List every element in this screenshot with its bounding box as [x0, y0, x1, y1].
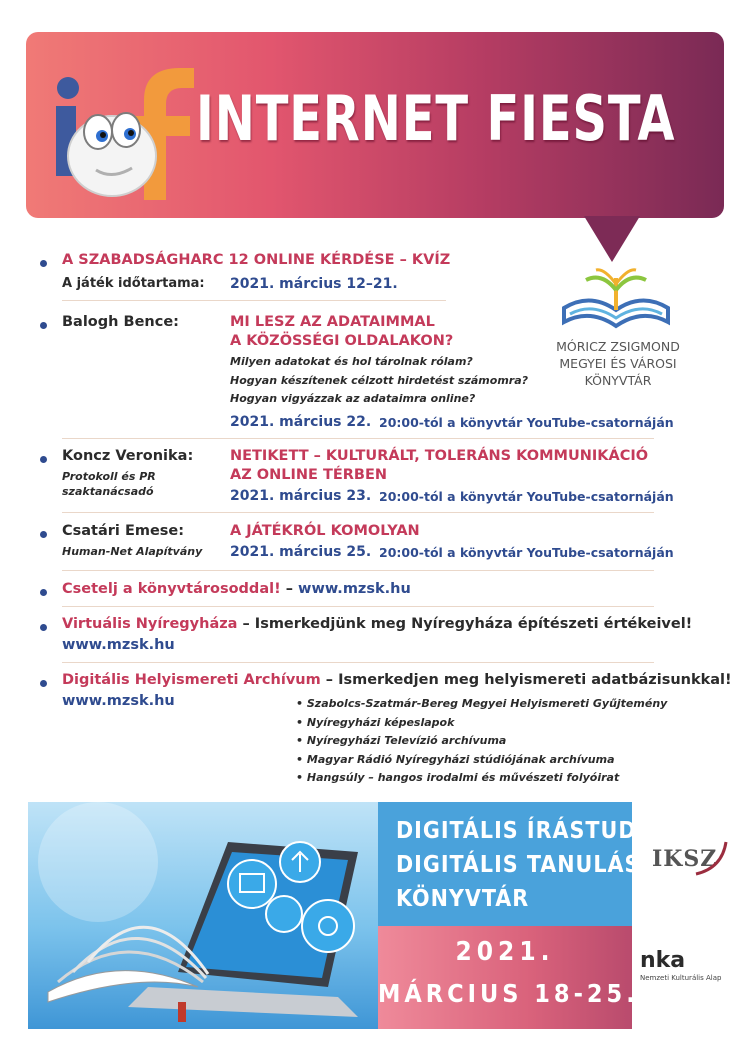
- virtual-line: [62, 616, 692, 632]
- talk2-speaker: Koncz Veronika:: [62, 448, 194, 464]
- talk3-role: Human-Net Alapítvány: [62, 545, 203, 558]
- chat-line: [62, 581, 411, 597]
- divider: [62, 300, 446, 301]
- bullet-icon: [40, 322, 47, 329]
- bottom-date-year: 2021.: [455, 937, 555, 967]
- chat-url[interactable]: www.mzsk.hu: [298, 581, 411, 597]
- laptop-icon: [28, 802, 378, 1029]
- talk2-role-line2: szaktanácsadó: [62, 485, 154, 498]
- library-name-line1: MÓRICZ ZSIGMOND: [556, 339, 680, 354]
- quiz-duration-value: 2021. március 12–21.: [230, 276, 398, 292]
- quiz-title: A SZABADSÁGHARC 12 ONLINE KÉRDÉSE – KVÍZ: [62, 252, 451, 268]
- archive-text: – Ismerkedjen meg helyismereti adatbázisunkkal!: [320, 672, 732, 688]
- bullet-icon: [40, 589, 47, 596]
- bottom-title-line2: DIGITÁLIS TANULÁS: [396, 852, 641, 878]
- list-item: • Magyar Rádió Nyíregyházi stúdiójának archívuma: [296, 752, 615, 766]
- bullet-icon: [40, 680, 47, 687]
- talk1-title-line2: A KÖZÖSSÉGI OLDALAKON?: [230, 333, 454, 349]
- nka-logo: nka: [640, 948, 686, 973]
- talk2-role-line1: Protokoll és PR: [62, 470, 156, 483]
- talk2-title-line1: NETIKETT – KULTURÁLT, TOLERÁNS KOMMUNIKÁCIÓ: [230, 448, 649, 464]
- talk1-question2: Hogyan készítenek célzott hirdetést számomra?: [230, 374, 529, 387]
- page-title: INTERNET FIESTA: [196, 82, 676, 155]
- talk3-title: A JÁTÉKRÓL KOMOLYAN: [230, 523, 420, 539]
- iksz-swoosh-icon: [692, 838, 730, 878]
- list-item: • Nyíregyházi Televízió archívuma: [296, 734, 507, 747]
- bullet-icon: [40, 456, 47, 463]
- list-item: • Hangsúly – hangos irodalmi és művészeti folyóirat: [296, 771, 620, 784]
- talk1-question3: Hogyan vigyázzak az adataimra online?: [230, 392, 476, 405]
- archive-label: Digitális Helyismereti Archívum: [62, 672, 321, 688]
- laptop-book-illustration: [28, 802, 378, 1029]
- archive-line: [62, 672, 732, 688]
- talk1-question1: Milyen adatokat és hol tárolnak rólam?: [230, 355, 473, 368]
- virtual-url[interactable]: www.mzsk.hu: [62, 637, 175, 653]
- talk1-speaker: Balogh Bence:: [62, 314, 179, 330]
- chat-label: Csetelj a könyvtárosoddal!: [62, 581, 281, 597]
- talk2-time: 20:00-tól a könyvtár YouTube-csatornáján: [379, 489, 674, 504]
- virtual-text: – Ismerkedjünk meg Nyíregyháza építészeti értékeivel!: [237, 616, 693, 632]
- bullet-icon: [40, 531, 47, 538]
- talk1-time: 20:00-tól a könyvtár YouTube-csatornáján: [379, 415, 674, 430]
- bullet-icon: [40, 260, 47, 267]
- divider: [62, 662, 654, 663]
- virtual-label: Virtuális Nyíregyháza: [62, 616, 238, 632]
- list-item: • Nyíregyházi képeslapok: [296, 715, 455, 729]
- divider: [62, 438, 654, 439]
- speech-bubble-tail: [584, 216, 640, 262]
- bottom-title-line3: KÖNYVTÁR: [396, 886, 530, 912]
- library-name: [553, 338, 683, 389]
- talk1-date: 2021. március 22.: [230, 414, 372, 430]
- talk1-title-line1: MI LESZ AZ ADATAIMMAL: [230, 314, 435, 330]
- if-mascot-logo-icon: [52, 60, 200, 200]
- bottom-title-line1: DIGITÁLIS ÍRÁSTUDÁS: [396, 818, 670, 844]
- talk3-speaker: Csatári Emese:: [62, 523, 185, 539]
- iksz-logo: IKSZ: [652, 846, 718, 872]
- talk2-title-line2: AZ ONLINE TÉRBEN: [230, 467, 388, 483]
- talk3-time: 20:00-tól a könyvtár YouTube-csatornáján: [379, 545, 674, 560]
- talk2-date: 2021. március 23.: [230, 488, 372, 504]
- divider: [62, 570, 654, 571]
- chat-dash: –: [280, 581, 299, 597]
- list-item: • Szabolcs-Szatmár-Bereg Megyei Helyismereti Gyűjtemény: [296, 697, 668, 710]
- talk3-date: 2021. március 25.: [230, 544, 372, 560]
- quiz-duration-label: A játék időtartama:: [62, 276, 205, 291]
- library-name-line2: MEGYEI ÉS VÁROSI: [559, 356, 677, 371]
- divider: [62, 606, 654, 607]
- nka-name: Nemzeti Kulturális Alap: [640, 974, 722, 982]
- bullet-icon: [40, 624, 47, 631]
- bottom-date-range: MÁRCIUS 18-25.: [378, 979, 639, 1008]
- archive-list: [296, 697, 667, 790]
- archive-url[interactable]: www.mzsk.hu: [62, 693, 175, 709]
- divider: [62, 512, 654, 513]
- library-name-line3: KÖNYVTÁR: [584, 373, 652, 388]
- open-book-icon: [556, 268, 676, 332]
